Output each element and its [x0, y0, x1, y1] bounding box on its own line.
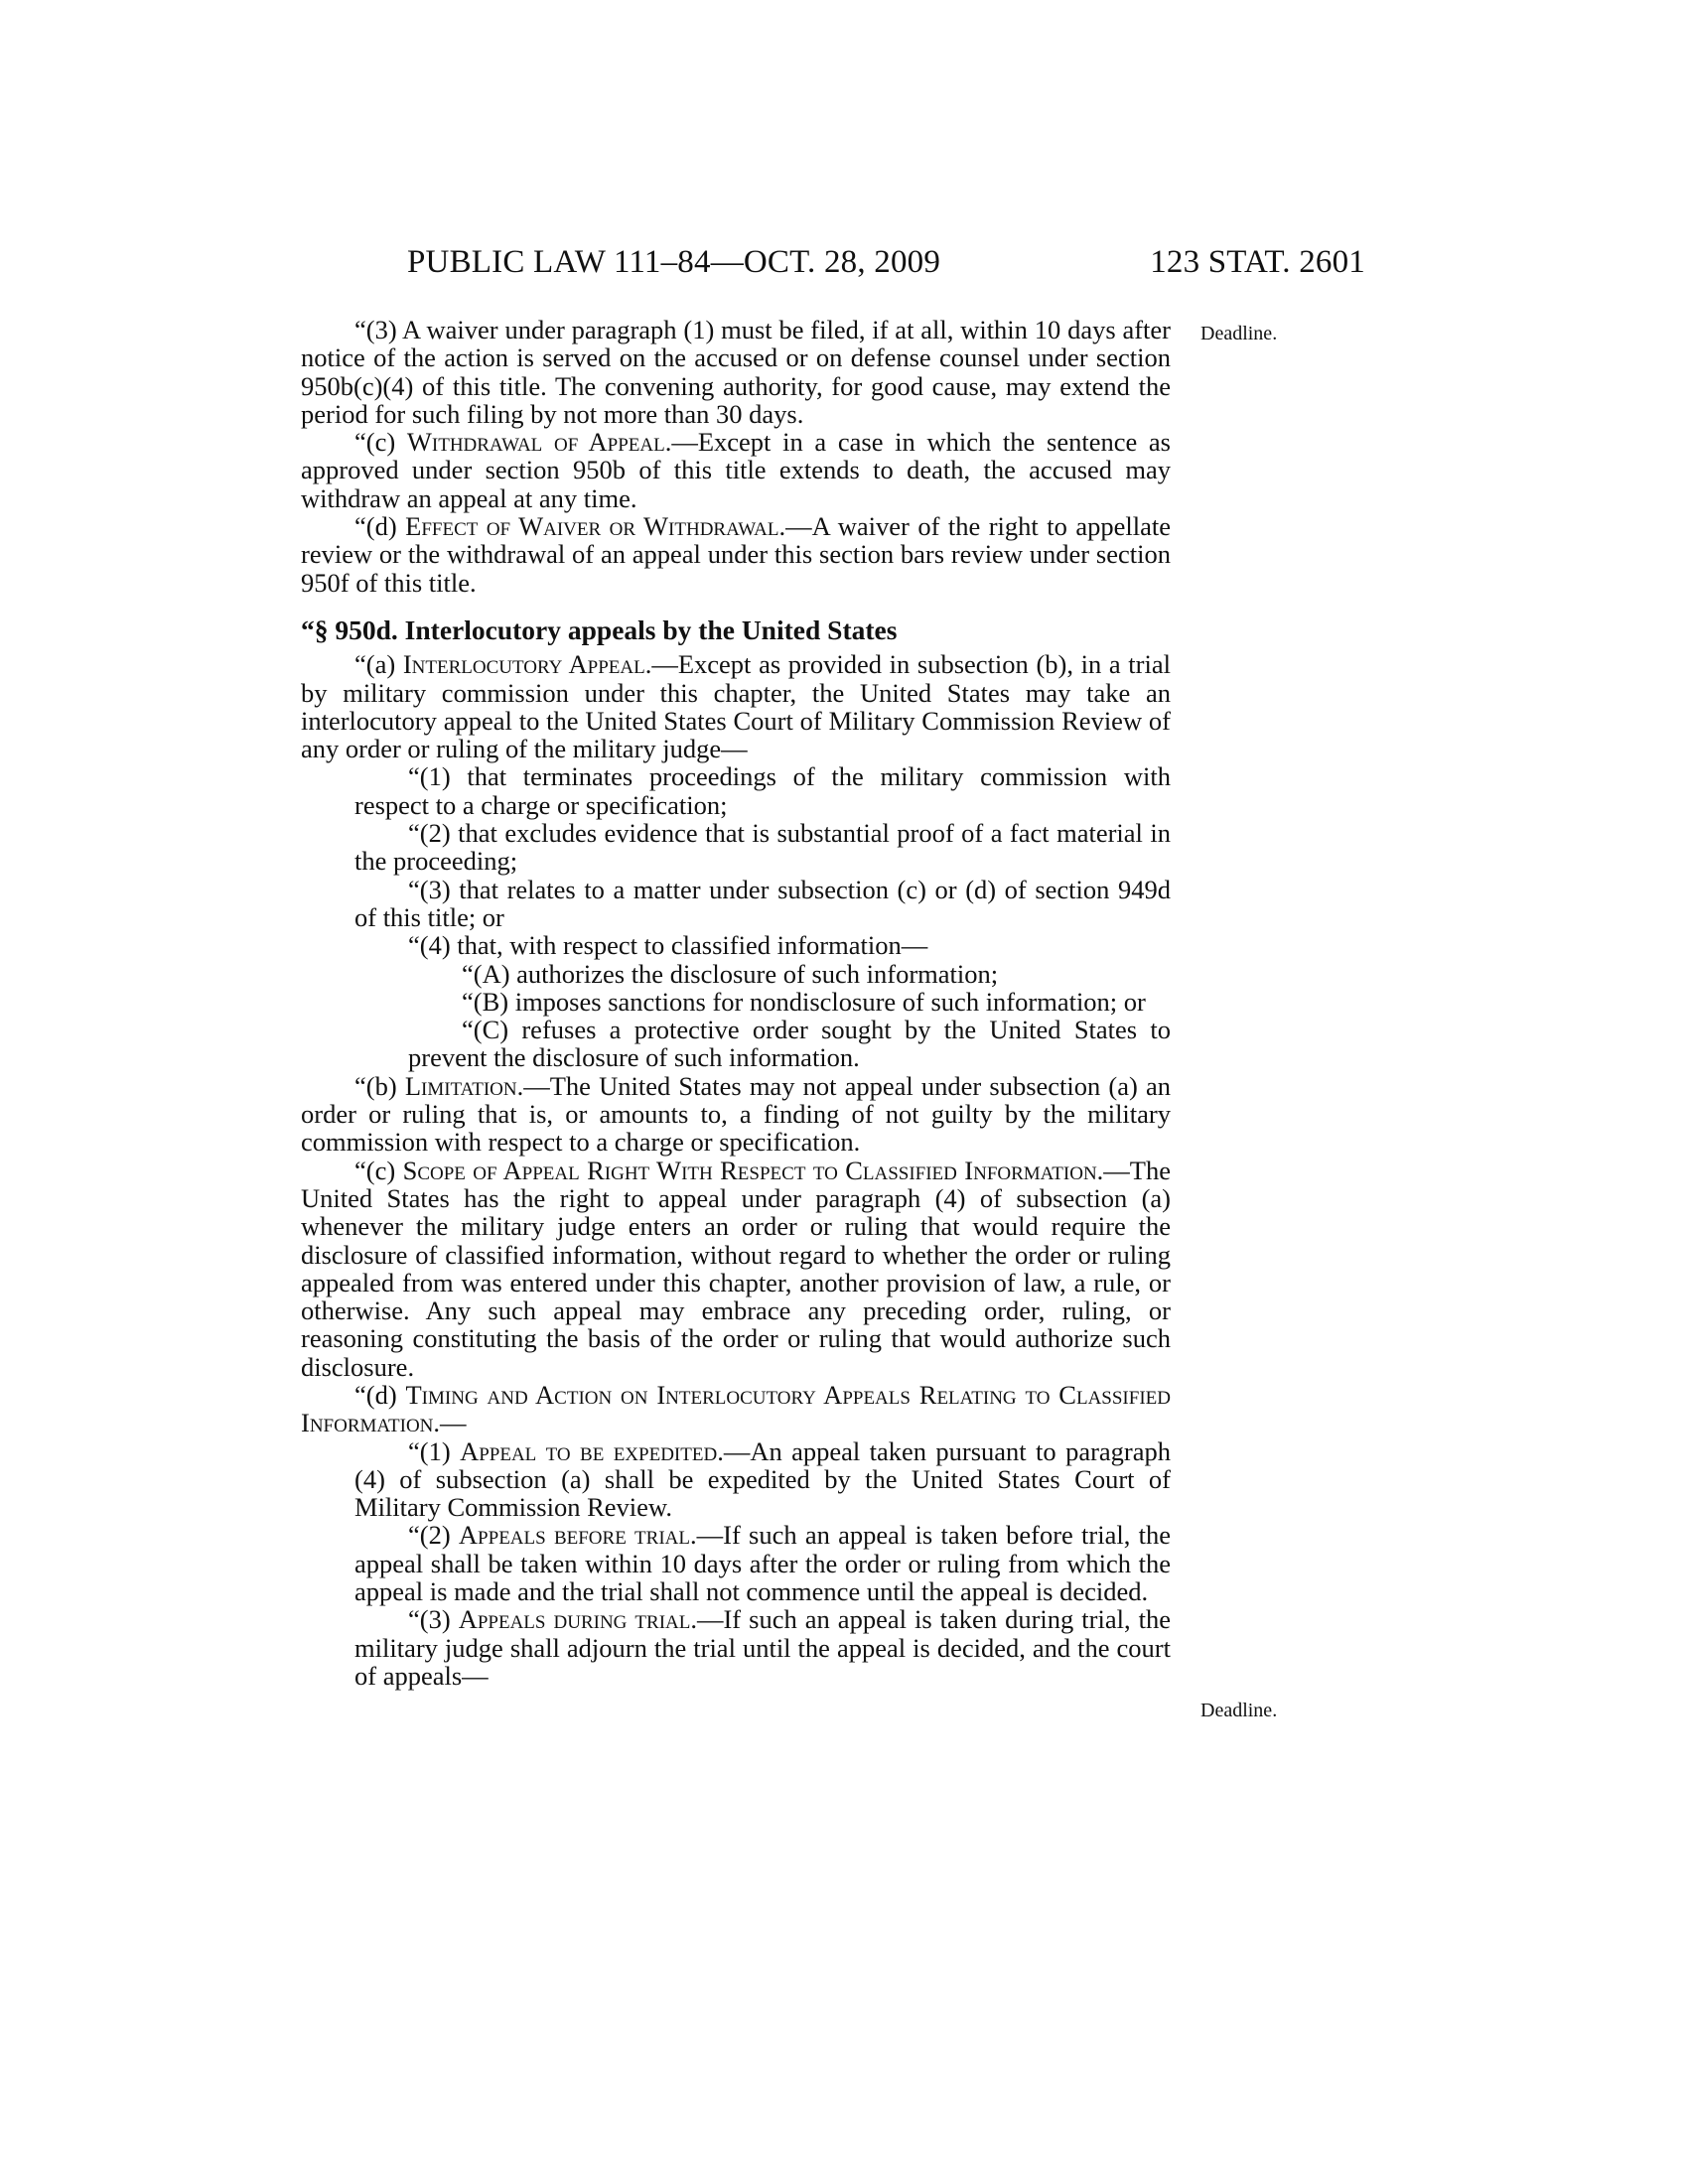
margin-note-deadline-2: Deadline.	[1200, 1700, 1278, 1721]
clause-a-3: “(3) that relates to a matter under subsection (c) or (d) of section 949d of this title; or	[354, 874, 1171, 932]
subsection-heading: Scope of Appeal Right With Respect to Classified Information	[402, 1155, 1097, 1185]
running-header	[298, 244, 1365, 284]
clause-d-1: “(1) Appeal to be expedited.—An appeal taken pursuant to paragraph (4) of subsection (a) shall be expedited by the United States Court of Military Commission Review.	[354, 1435, 1171, 1523]
paragraph-effect-of-waiver: “(d) Effect of Waiver or Withdrawal.—A waiver of the right to appellate review or the withdrawal of an appeal under this section bars review under section 950f of this title.	[301, 511, 1171, 598]
paragraph-timing-and-action: “(d) Timing and Action on Interlocutory Appeals Relating to Classified Information.—	[301, 1379, 1171, 1438]
paragraph-heading: Appeals before trial	[458, 1520, 690, 1551]
clause-d-3: “(3) Appeals during trial.—If such an appeal is taken during trial, the military judge shall adjourn the trial until the appeal is decided, and the court of appeals—	[354, 1604, 1172, 1691]
clause-a-4-C: “(C) refuses a protective order sought by the United States to prevent the disclosure of such information.	[408, 1015, 1171, 1073]
subsection-heading: Timing and Action on Interlocutory Appeals Relating to Classified Information	[301, 1379, 1171, 1438]
subsection-heading: Interlocutory Appeal	[402, 649, 645, 680]
subsection-heading: Withdrawal of Appeal	[406, 427, 665, 458]
subsection-heading: Limitation	[404, 1070, 517, 1101]
paragraph-interlocutory-appeal: “(a) Interlocutory Appeal.—Except as provided in subsection (b), in a trial by military commission under this chapter, the United States may take an interlocutory appeal to the United States Court of Military Commission Review of any order or ruling of the military judge—	[301, 649, 1171, 764]
margin-note-deadline-1: Deadline.	[1200, 323, 1278, 344]
public-law-citation: PUBLIC LAW 111–84—OCT. 28, 2009	[407, 244, 941, 280]
clause-a-4: “(4) that, with respect to classified information—	[408, 930, 928, 961]
paragraph-withdrawal-of-appeal: “(c) Withdrawal of Appeal.—Except in a case in which the sentence as approved under section 950b of this title extends to death, the accused may withdraw an appeal at any time.	[301, 427, 1171, 513]
clause-a-1: “(1) that terminates proceedings of the military commission with respect to a charge or specification;	[354, 761, 1171, 820]
clause-d-2: “(2) Appeals before trial.—If such an appeal is taken before trial, the appeal shall be taken within 10 days after the order or ruling from which the appeal is made and the trial shall not commence until the appeal is decided.	[354, 1520, 1171, 1607]
body-text	[301, 316, 1171, 1690]
clause-a-2: “(2) that excludes evidence that is substantial proof of a fact material in the proceeding;	[354, 818, 1171, 877]
section-heading: “§ 950d. Interlocutory appeals by the United States	[301, 614, 898, 645]
subsection-heading: Effect of Waiver or Withdrawal	[405, 511, 779, 542]
paragraph-heading: Appeals during trial	[458, 1604, 691, 1635]
statute-page-number: 123 STAT. 2601	[1150, 244, 1365, 280]
paragraph-heading: Appeal to be expedited	[460, 1435, 718, 1466]
paragraph-scope-of-appeal: “(c) Scope of Appeal Right With Respect to Classified Information.—The United States has the right to appeal under paragraph (4) of subsection (a) whenever the military judge enters an order or ruling that would require the disclosure of classified information, without regard to whether the order or ruling appealed from was entered under this chapter, another provision of law, a rule, or otherwise. Any such appeal may embrace any preceding order, ruling, or reasoning constituting the basis of the order or ruling that would authorize such disclosure.	[301, 1155, 1171, 1382]
paragraph-limitation: “(b) Limitation.—The United States may not appeal under subsection (a) an order or ruling that is, or amounts to, a finding of not guilty by the military commission with respect to a charge or specification.	[301, 1070, 1171, 1158]
clause-a-4-B: “(B) imposes sanctions for nondisclosure of such information; or	[462, 986, 1146, 1017]
clause-a-4-A: “(A) authorizes the disclosure of such information;	[462, 958, 999, 989]
paragraph-waiver-deadline: “(3) A waiver under paragraph (1) must be filed, if at all, within 10 days after notice of the action is served on the accused or on defense counsel under section 950b(c)(4) of this title. The convening authority, for good cause, may extend the period for such filing by not more than 30 days.	[301, 315, 1171, 429]
